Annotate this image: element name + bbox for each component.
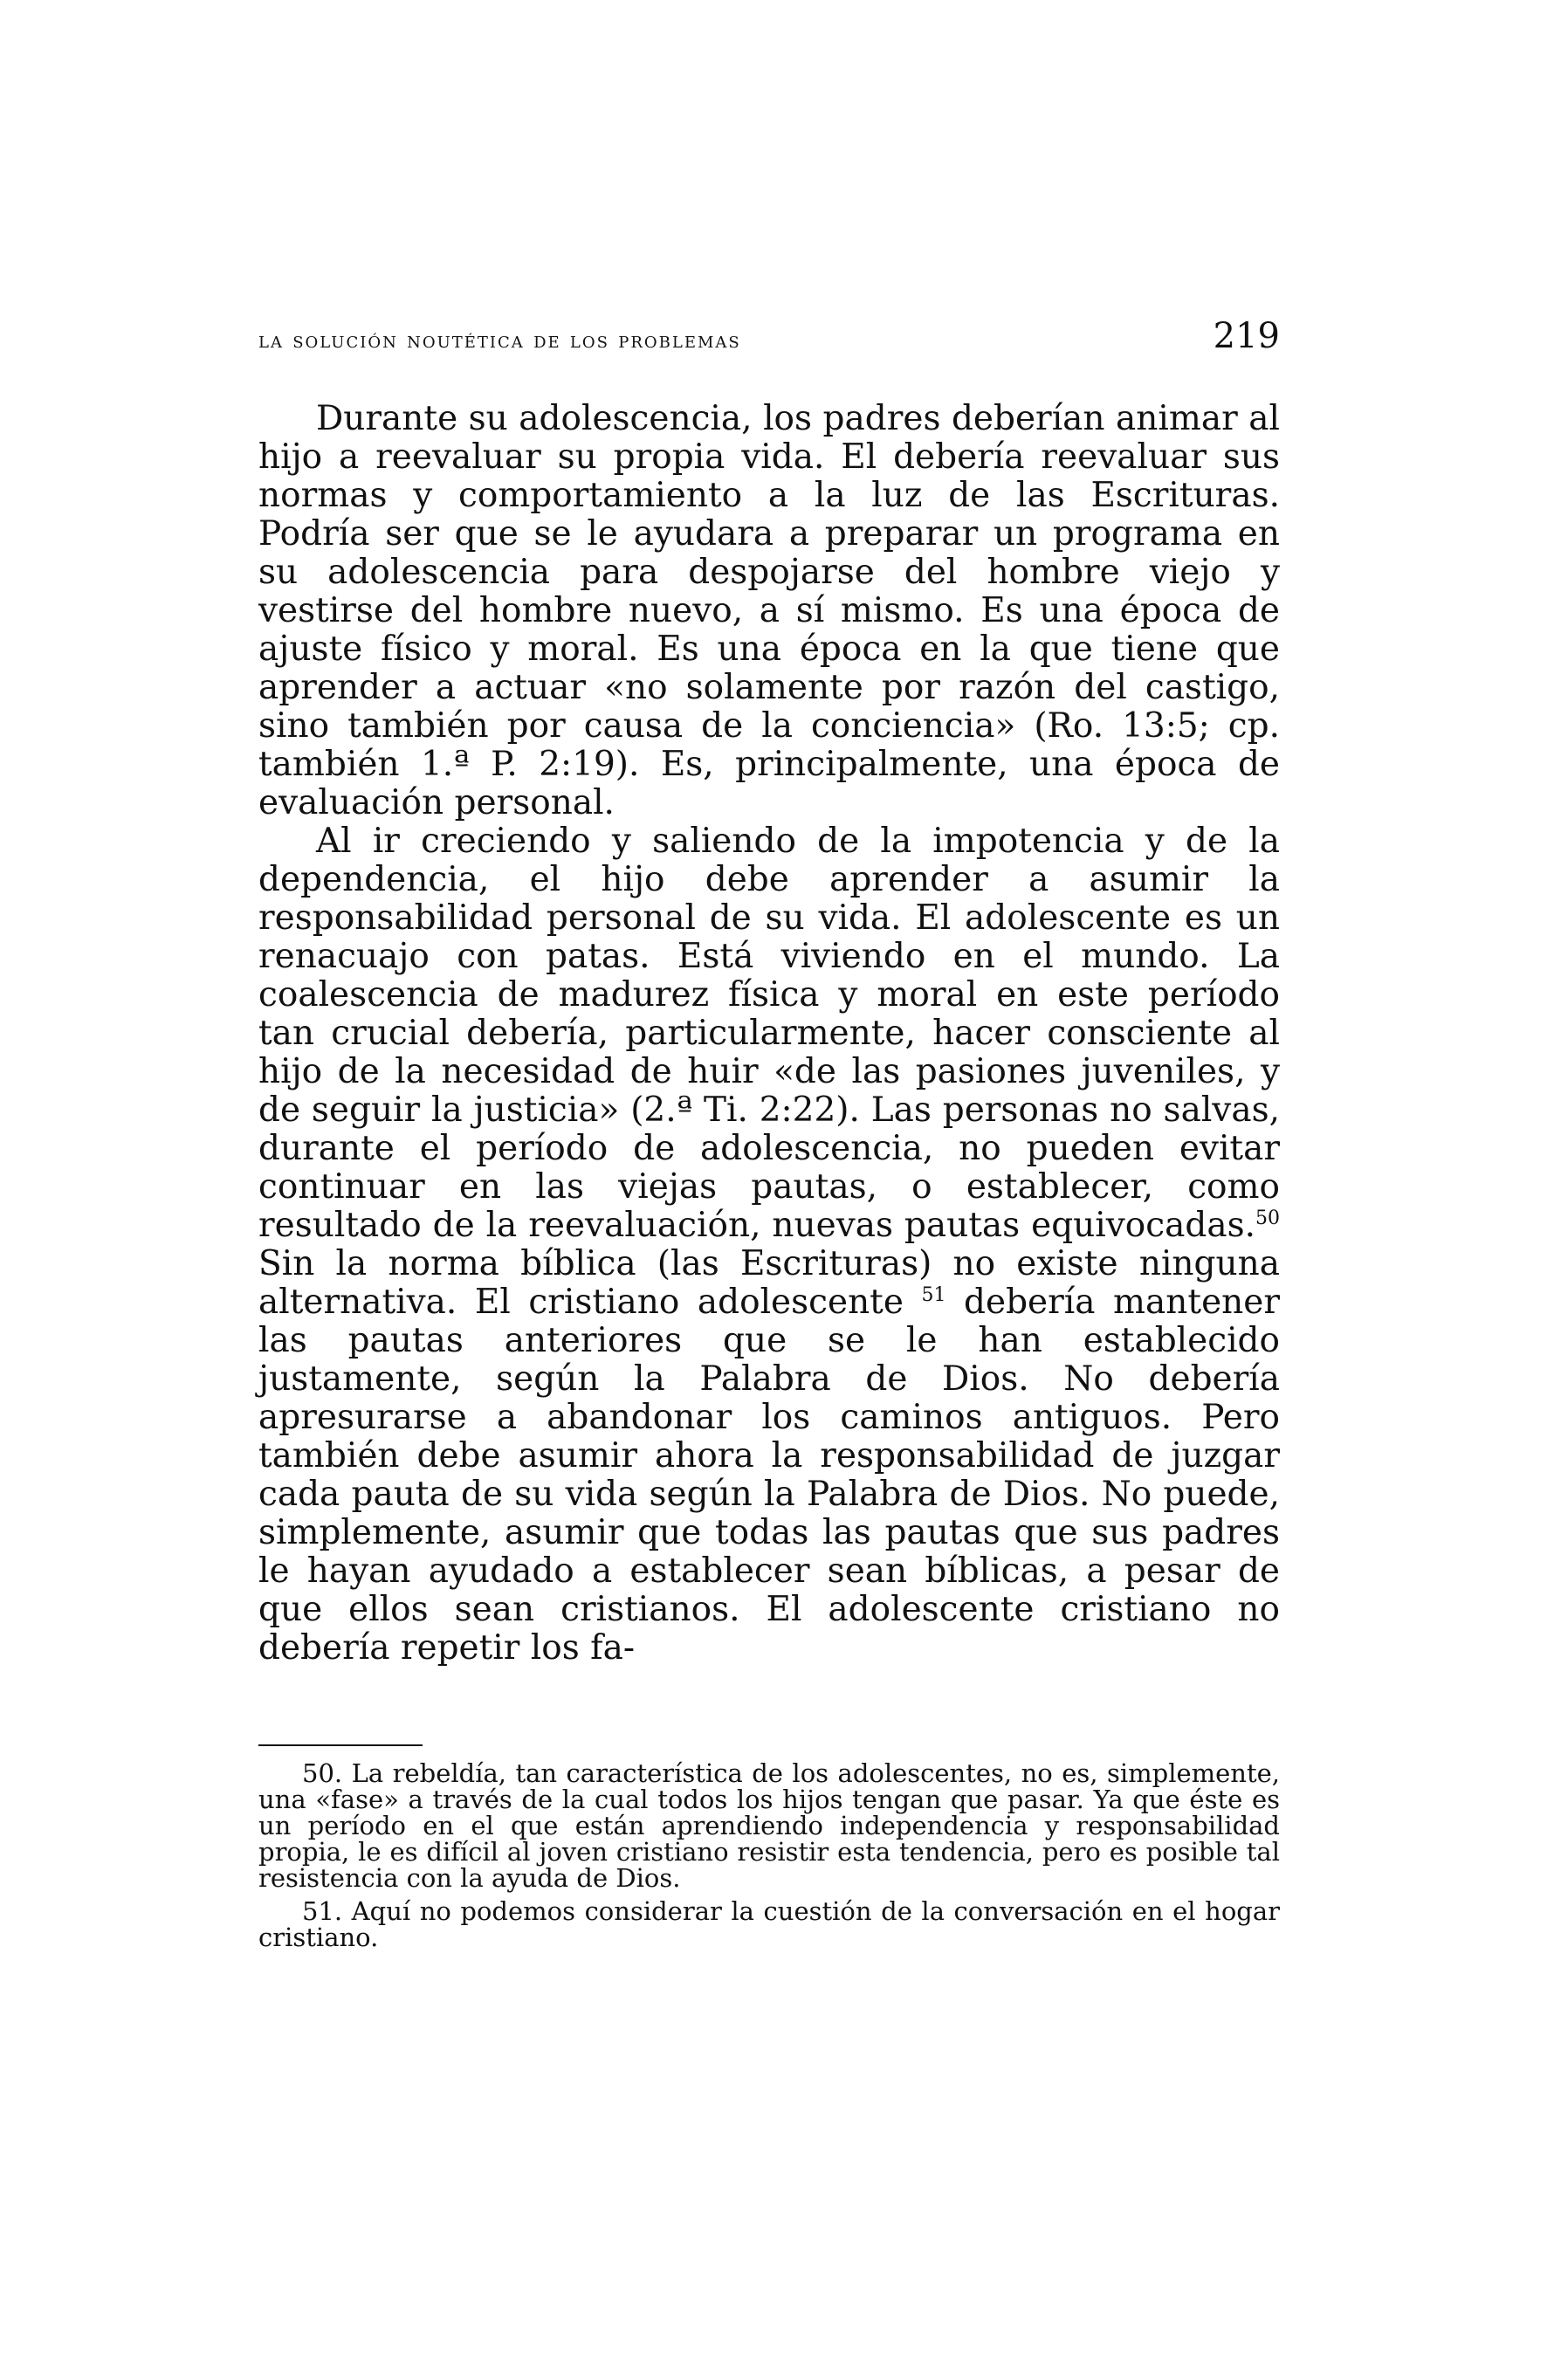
paragraph-2-text-c: debería mantener las pautas anteriores que se le han establecido justamente, según la Palabra de Dios. No debería apresurarse a abandonar los caminos antiguos. Pero también debe asumir ahora la responsabilidad de juzgar cada pauta de su vida según la Palabra de Dios. No puede, simplemente, asumir que todas las pautas que sus padres le hayan ayudado a establecer sean bíblicas, a pesar de que ellos sean cristianos. El adolescente cristiano no debería repetir los fa- [258,1283,1281,1668]
running-title: la solución noutética de los problemas [258,327,741,354]
paragraph-2-text-a: Al ir creciendo y saliendo de la impotencia y de la dependencia, el hijo debe aprender a asumir la responsabilidad personal de su vida. El adolescente es un renacuajo con patas. Está viviendo en el mundo. La coalescencia de madurez física y moral en este período tan crucial debería, particularmente, hacer consciente al hijo de la necesidad de huir «de las pasiones juveniles, y de seguir la justicia» (2.ª Ti. 2:22). Las personas no salvas, durante el período de adolescencia, no pueden evitar continuar en las viejas pautas, o establecer, como resultado de la reevaluación, nuevas pautas equivocadas. [258,822,1280,1245]
paragraph-2 [258,822,1280,1668]
footnotes [258,1760,1280,1950]
footnote-rule [258,1744,423,1746]
paragraph-1: Durante su adolescencia, los padres deberían animar al hijo a reevaluar su propia vida. El debería reevaluar sus normas y comportamiento a la luz de las Escrituras. Podría ser que se le ayudara a preparar un programa en su adolescencia para despojarse del hombre viejo y vestirse del hombre nuevo, a sí mismo. Es una época de ajuste físico y moral. Es una época en la que tiene que aprender a actuar «no solamente por razón del castigo, sino también por causa de la conciencia» (Ro. 13:5; cp. también 1.ª P. 2:19). Es, principalmente, una época de evaluación personal. [258,399,1280,822]
running-head [258,316,1280,377]
paragraph-2-text-b: Sin la norma bíblica (las Escrituras) no existe ninguna alternativa. El cristiano adolescente [258,1244,1280,1322]
body-text [258,400,1280,1668]
footnote-ref-50: 50 [1255,1207,1280,1229]
page-number: 219 [1213,316,1280,356]
book-page [258,316,1280,1957]
footnote-51: 51. Aquí no podemos considerar la cuestión de la conversación en el hogar cristiano. [258,1896,1280,1952]
footnote-ref-51: 51 [921,1284,946,1306]
footnote-50: 50. La rebeldía, tan característica de los adolescentes, no es, simplemente, una «fase» a través de la cual todos los hijos tengan que pasar. Ya que éste es un período en el que están aprendiendo independencia y responsabilidad propia, le es difícil al joven cristiano resistir esta tendencia, pero es posible tal resistencia con la ayuda de Dios. [258,1758,1280,1893]
